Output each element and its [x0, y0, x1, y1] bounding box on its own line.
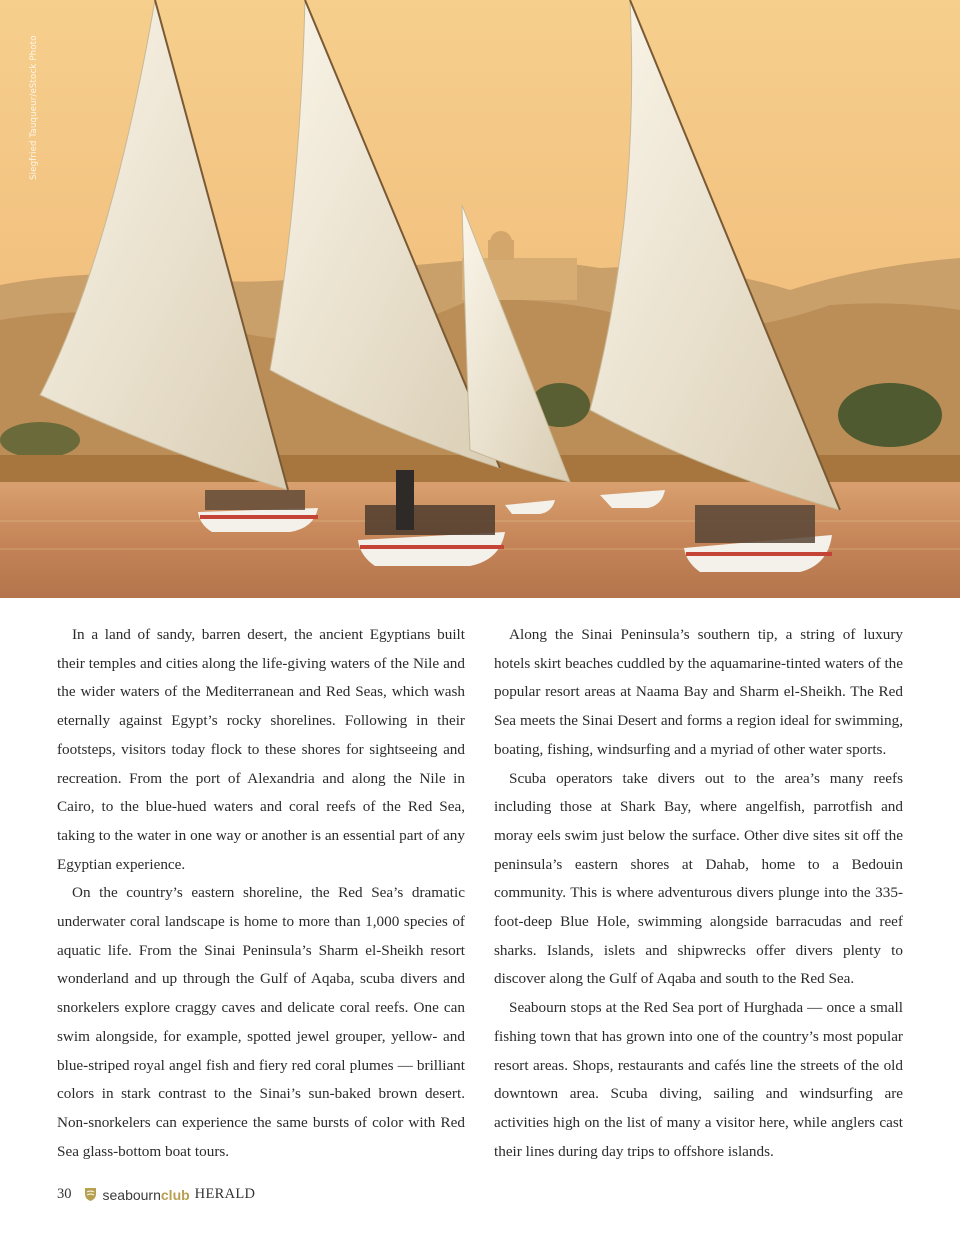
brand-name: seabourn	[102, 1186, 161, 1203]
publication-name: HERALD	[194, 1186, 256, 1202]
paragraph: On the country’s eastern shoreline, the Red Sea’s dramatic underwater coral landscape is home to more than 1,000 species of aquatic life. From the Sinai Peninsula’s Sharm el-Sheikh resort wonderland and up through the Gulf of Aqaba, scuba divers and snorkelers explore craggy caves and delicate coral reefs. One can swim alongside, for example, spotted jewel grouper, yellow- and blue-striped royal angel fish and fiery red coral plumes — brilliant colors in stark contrast to the Sinai’s sun-baked brown desert. Non-snorkelers can experience the same bursts of color with Red Sea glass-bottom boat tours.	[57, 884, 465, 1160]
article-column-right	[494, 621, 903, 1166]
paragraph: Scuba operators take divers out to the area’s many reefs including those at Shark Bay, where angelfish, parrotfish and moray eels swim just below the surface. Other dive sites sit off the peninsula’s eastern shores at Dahab, home to a Bedouin community. This is where adventurous divers plunge into the 335-foot-deep Blue Hole, swimming alongside barracudas and reef sharks. Islands, islets and shipwrecks offer divers plenty to discover along the Gulf of Aqaba and south to the Red Sea.	[494, 769, 903, 988]
paragraph: In a land of sandy, barren desert, the ancient Egyptians built their temples and cities along the life-giving waters of the Nile and the wider waters of the Mediterranean and Red Seas, which wash eternally against Egypt’s rocky shorelines. Following in their footsteps, visitors today flock to these shores for sightseeing and recreation. From the port of Alexandria and along the Nile in Cairo, to the blue-hued waters and coral reefs of the Red Sea, taking to the water in one way or another is an essential part of any Egyptian experience.	[57, 626, 465, 873]
photo-credit: Siegfried Tauqueur/eStock Photo	[29, 35, 39, 180]
article-column-left	[57, 621, 465, 1166]
paragraph: Along the Sinai Peninsula’s southern tip, a string of luxury hotels skirt beaches cuddled by the aquamarine-tinted waters of the popular resort areas at Naama Bay and Sharm el-Sheikh. The Red Sea meets the Sinai Desert and forms a region ideal for swimming, boating, fishing, windsurfing and a myriad of other water sports.	[494, 626, 903, 758]
paragraph: Seabourn stops at the Red Sea port of Hurghada — once a small fishing town that has grown into one of the country’s most popular resort areas. Shops, restaurants and cafés line the streets of the old downtown area. Scuba diving, sailing and windsurfing are activities high on the list of many a visitor here, while anglers cast their lines during day trips to offshore islands.	[494, 999, 903, 1160]
brand-name-accent: club	[160, 1186, 190, 1203]
hero-photo	[0, 0, 960, 598]
page-footer	[57, 1186, 255, 1203]
shield-logo-icon	[84, 1187, 97, 1202]
page-number: 30	[57, 1186, 72, 1202]
felucca-photo-illustration	[0, 0, 960, 598]
